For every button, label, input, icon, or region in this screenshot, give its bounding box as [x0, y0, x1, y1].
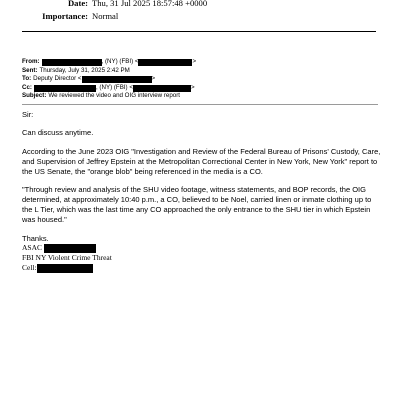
- quoted-paragraph: "Through review and analysis of the SHU video footage, witness statements, and BOP records, the OIG determined, at approximately 10:40 p.m., a CO, believed to be Noel, carried linen or inmate clothing up to the L Tier, which was the last time any CO approached the only entrance to the SHU tier in which Epstein was housed.": [22, 185, 372, 225]
- redaction-block: [34, 85, 96, 92]
- signature-unit-row: [22, 253, 382, 263]
- subject-value: We reviewed the video and OIG interview report: [48, 92, 181, 100]
- redaction-block: [42, 59, 102, 66]
- to-label: To:: [22, 75, 32, 83]
- from-text: , (NY) (FBI) <: [101, 58, 139, 65]
- signature-block: [22, 243, 382, 273]
- signature-title: ASAC: [22, 243, 43, 252]
- signature-unit: FBI NY Violent Crime Threat: [22, 253, 112, 262]
- redaction-block: [82, 76, 152, 83]
- to-row: [22, 75, 382, 84]
- importance-label: Importance:: [42, 11, 88, 21]
- signature-title-row: [22, 243, 382, 253]
- from-label: From:: [22, 58, 40, 65]
- email-header: [22, 58, 382, 101]
- redaction-block: [133, 85, 191, 92]
- signature-cell-label: Cell:: [22, 263, 37, 272]
- greeting: Sir:: [22, 110, 34, 119]
- subject-label: Subject:: [22, 92, 47, 100]
- email-body: [22, 110, 382, 244]
- redaction-block: [138, 59, 192, 66]
- date-row: [20, 0, 380, 10]
- importance-value: Normal: [92, 11, 119, 21]
- sent-value: Thursday, July 31, 2025 2:42 PM: [39, 66, 130, 74]
- importance-row: [20, 10, 380, 23]
- redaction-block: [44, 244, 96, 253]
- sent-row: [22, 67, 382, 76]
- header-divider: [22, 31, 376, 32]
- cc-row: [22, 84, 382, 93]
- body-paragraph: According to the June 2023 OIG "Investigation and Review of the Federal Bureau of Prisons' Custody, Care, and Supervision of Jeffrey Epstein at the Metropolitan Correctional Center in New York, New York" report to the US Senate, the "orange blob" being referenced in the media is a CO.: [22, 146, 381, 176]
- redaction-block: [37, 264, 93, 273]
- closing: Thanks.: [22, 233, 49, 243]
- cc-label: Cc:: [22, 83, 32, 91]
- subject-row: [22, 92, 382, 101]
- to-text: Deputy Director <: [33, 75, 82, 83]
- date-value: Thu, 31 Jul 2025 18:57:48 +0000: [92, 0, 208, 8]
- subject-divider: [22, 104, 378, 105]
- body-line: Can discuss anytime.: [22, 128, 94, 138]
- from-row: [22, 58, 382, 67]
- to-close: >: [151, 75, 156, 83]
- cc-text: , (NY) (FBI) <: [95, 83, 133, 91]
- from-close: >: [192, 58, 197, 65]
- cc-close: >: [190, 83, 195, 91]
- message-metadata: [20, 0, 380, 23]
- signature-cell-row: [22, 263, 382, 273]
- sent-label: Sent:: [22, 66, 38, 74]
- date-label: Date:: [67, 0, 88, 8]
